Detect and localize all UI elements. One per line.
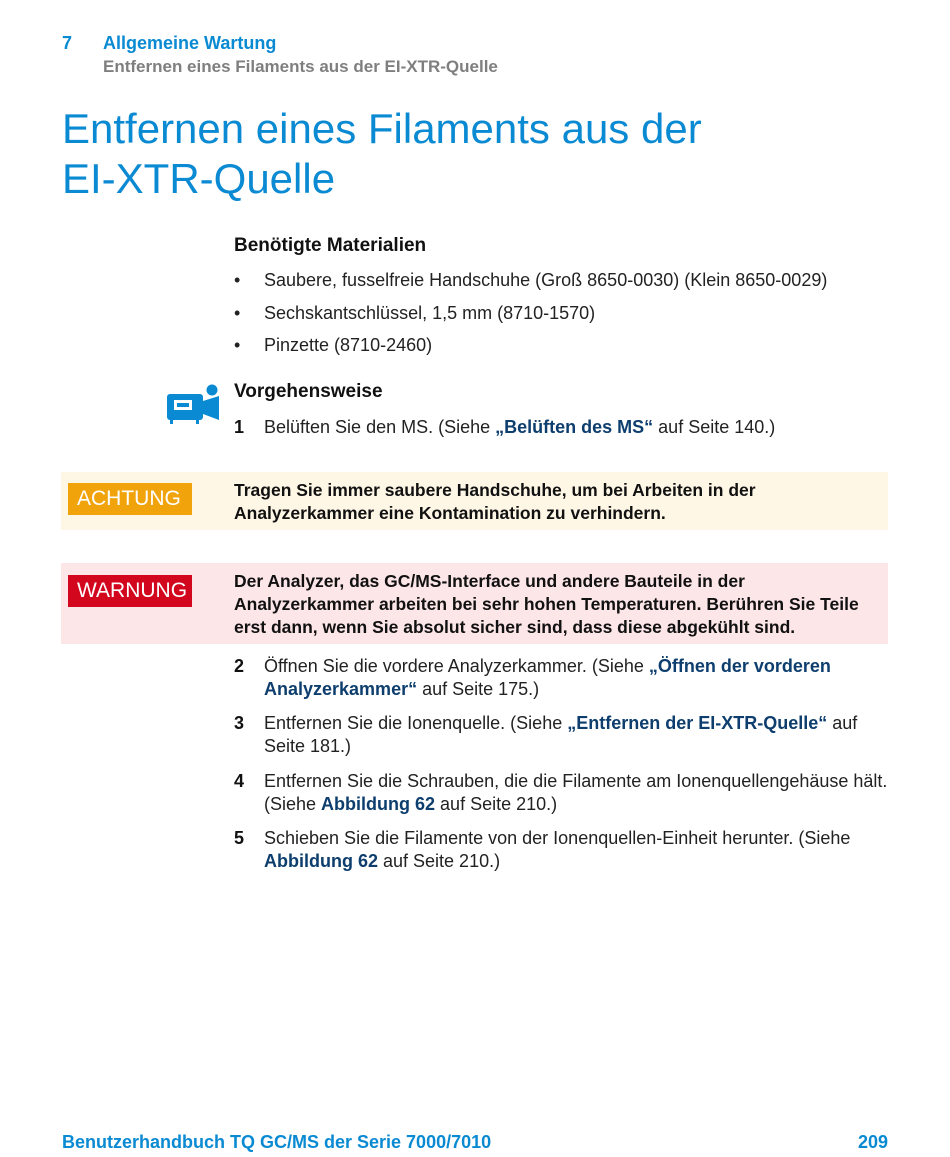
step-text: auf Seite 140.): [653, 417, 776, 437]
list-item-text: Pinzette (8710-2460): [264, 335, 433, 355]
step-text: Entfernen Sie die Ionenquelle. (Siehe: [264, 713, 568, 733]
footer-page-number: 209: [857, 1132, 888, 1152]
caution-notice: [61, 472, 888, 530]
materials-heading: Benötigte Materialien: [234, 235, 427, 256]
cross-reference-link[interactable]: „Belüften des MS“: [495, 417, 654, 437]
footer-document-title: Benutzerhandbuch TQ GC/MS der Serie 7000/7010: [62, 1132, 492, 1152]
figure-reference-link[interactable]: Abbildung 62: [264, 851, 378, 871]
step-number: 4: [234, 771, 245, 791]
warning-badge: WARNUNG: [68, 575, 192, 607]
cross-reference-link[interactable]: „Entfernen der EI-XTR-Quelle“: [567, 713, 828, 733]
warning-text: Der Analyzer, das GC/MS-Interface und andere Bauteile in der Analyzerkammer arbeiten bei sehr hohen Temperaturen. Berühren Sie Teile erst dann, wenn Sie absolut sicher sind, dass diese abgekühlt sind.: [234, 571, 859, 637]
video-camera-icon: [166, 383, 222, 425]
cross-reference-link[interactable]: „Öffnen der vorderen Analyzerkammer“: [264, 656, 831, 699]
page-title-line-1: Entfernen eines Filaments aus der: [62, 105, 702, 152]
chapter-number: 7: [62, 33, 73, 53]
bullet-mark: •: [234, 270, 241, 290]
procedure-heading: Vorgehensweise: [234, 381, 383, 402]
procedure-step-1: [234, 416, 894, 439]
step-number: 5: [234, 828, 245, 848]
step-number: 2: [234, 656, 245, 676]
step-text: auf Seite 210.): [435, 794, 558, 814]
section-breadcrumb: Entfernen eines Filaments aus der EI-XTR-Quelle: [103, 57, 498, 76]
figure-reference-link[interactable]: Abbildung 62: [321, 794, 436, 814]
step-number: 1: [234, 417, 245, 437]
step-text: auf Seite 181.): [264, 713, 858, 756]
bullet-mark: •: [234, 303, 241, 323]
procedure-step-3: [234, 712, 894, 758]
warning-notice: [61, 563, 888, 644]
caution-badge: ACHTUNG: [68, 483, 192, 515]
step-text: auf Seite 175.): [417, 679, 540, 699]
list-item-text: Sechskantschlüssel, 1,5 mm (8710-1570): [264, 303, 596, 323]
procedure-step-5: [234, 827, 894, 873]
step-text: Schieben Sie die Filamente von der Ionenquellen-Einheit herunter. (Siehe: [264, 828, 851, 848]
step-text: Öffnen Sie die vordere Analyzerkammer. (Siehe: [264, 656, 649, 676]
list-item-text: Saubere, fusselfreie Handschuhe (Groß 8650-0030) (Klein 8650-0029): [264, 270, 828, 290]
chapter-title: Allgemeine Wartung: [103, 33, 277, 53]
page-title-line-2: EI-XTR-Quelle: [62, 155, 336, 202]
step-number: 3: [234, 713, 245, 733]
procedure-step-4: [234, 770, 894, 816]
procedure-step-2: [234, 655, 894, 701]
step-text: Entfernen Sie die Schrauben, die die Filamente am Ionenquellengehäuse hält. (Siehe: [264, 771, 888, 814]
page-title: [62, 104, 862, 204]
caution-text: Tragen Sie immer saubere Handschuhe, um bei Arbeiten in der Analyzerkammer eine Kontamination zu verhindern.: [234, 480, 756, 523]
step-text: auf Seite 210.): [378, 851, 501, 871]
step-text: Belüften Sie den MS. (Siehe: [264, 417, 496, 437]
bullet-mark: •: [234, 335, 241, 355]
